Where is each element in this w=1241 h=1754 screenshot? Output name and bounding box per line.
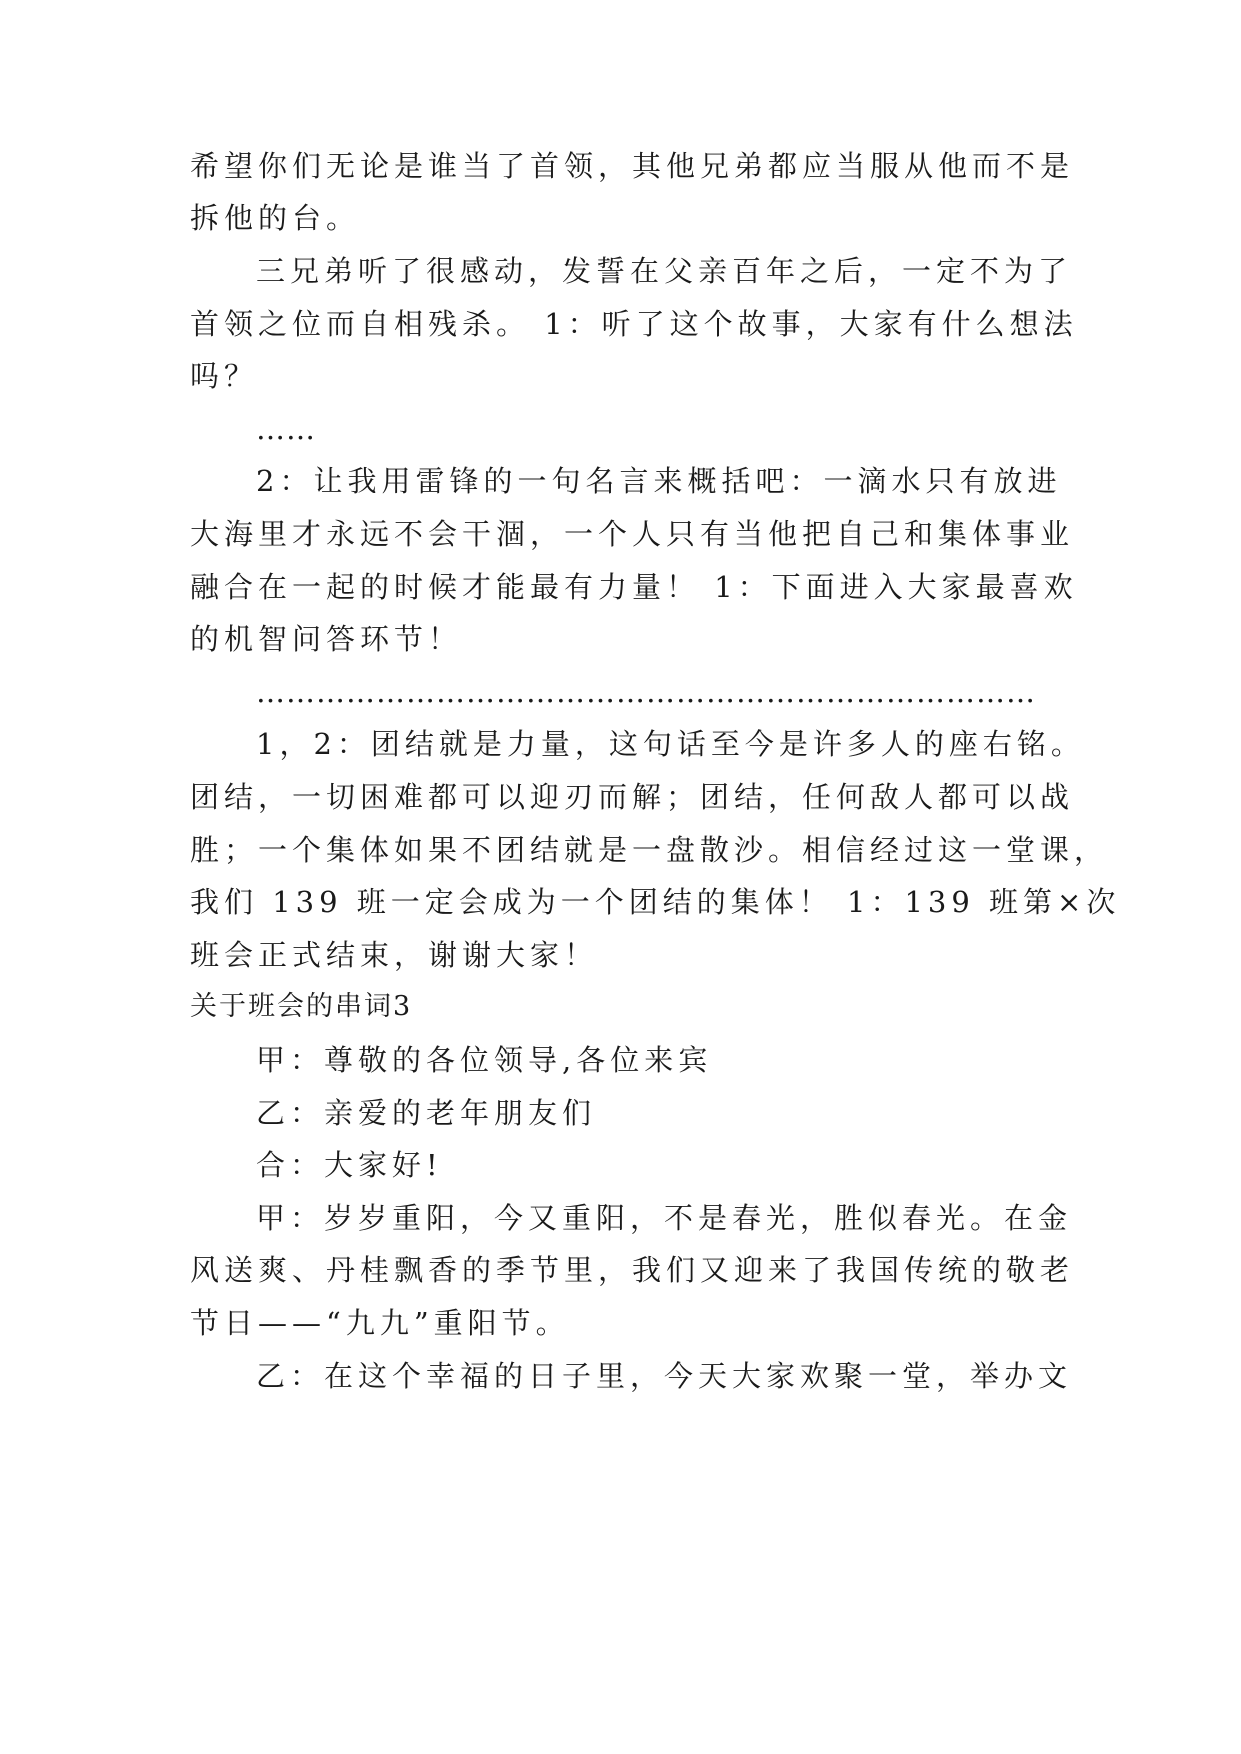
text-line: 节日——“九九”重阳节。 bbox=[190, 1306, 570, 1340]
dialogue-line: 乙：在这个幸福的日子里，今天大家欢聚一堂，举办文 bbox=[256, 1359, 1073, 1393]
text-line: 拆他的台。 bbox=[190, 201, 361, 235]
text-line: 希望你们无论是谁当了首领，其他兄弟都应当服从他而不是 bbox=[190, 149, 1075, 183]
text-line: 大海里才永远不会干涸，一个人只有当他把自己和集体事业 bbox=[190, 517, 1075, 551]
text-line: 吗？ bbox=[190, 359, 259, 393]
text-line: 的机智问答环节！ bbox=[190, 622, 463, 656]
text-line: 风送爽、丹桂飘香的季节里，我们又迎来了我国传统的敬老 bbox=[190, 1253, 1075, 1287]
ellipsis-line: …… bbox=[256, 412, 316, 446]
text-line: 融合在一起的时候才能最有力量！ 1：下面进入大家最喜欢 bbox=[190, 570, 1078, 604]
text-line: 首领之位而自相残杀。 1：听了这个故事，大家有什么想法 bbox=[190, 307, 1078, 341]
dialogue-line: 甲：岁岁重阳，今又重阳，不是春光，胜似春光。在金 bbox=[256, 1201, 1073, 1235]
dialogue-line: 乙：亲爱的老年朋友们 bbox=[256, 1096, 597, 1130]
dotted-separator-line: …………………………………………………………………… bbox=[256, 675, 1036, 709]
text-line: 团结，一切困难都可以迎刃而解；团结，任何敌人都可以战 bbox=[190, 780, 1075, 814]
paragraph-start-line: 三兄弟听了很感动，发誓在父亲百年之后，一定不为了 bbox=[256, 254, 1073, 288]
text-line: 我们 139 班一定会成为一个团结的集体！ 1：139 班第×次 bbox=[190, 885, 1121, 919]
paragraph-start-line: 1，2：团结就是力量，这句话至今是许多人的座右铭。 bbox=[256, 727, 1085, 761]
paragraph-start-line: 2：让我用雷锋的一句名言来概括吧：一滴水只有放进 bbox=[256, 464, 1062, 498]
dialogue-line: 合：大家好! bbox=[256, 1148, 443, 1182]
dialogue-line: 甲：尊敬的各位领导,各位来宾 bbox=[256, 1043, 713, 1077]
text-line: 班会正式结束，谢谢大家！ bbox=[190, 938, 599, 972]
section-heading: 关于班会的串词3 bbox=[190, 991, 413, 1022]
text-line: 胜；一个集体如果不团结就是一盘散沙。相信经过这一堂课， bbox=[190, 833, 1109, 867]
